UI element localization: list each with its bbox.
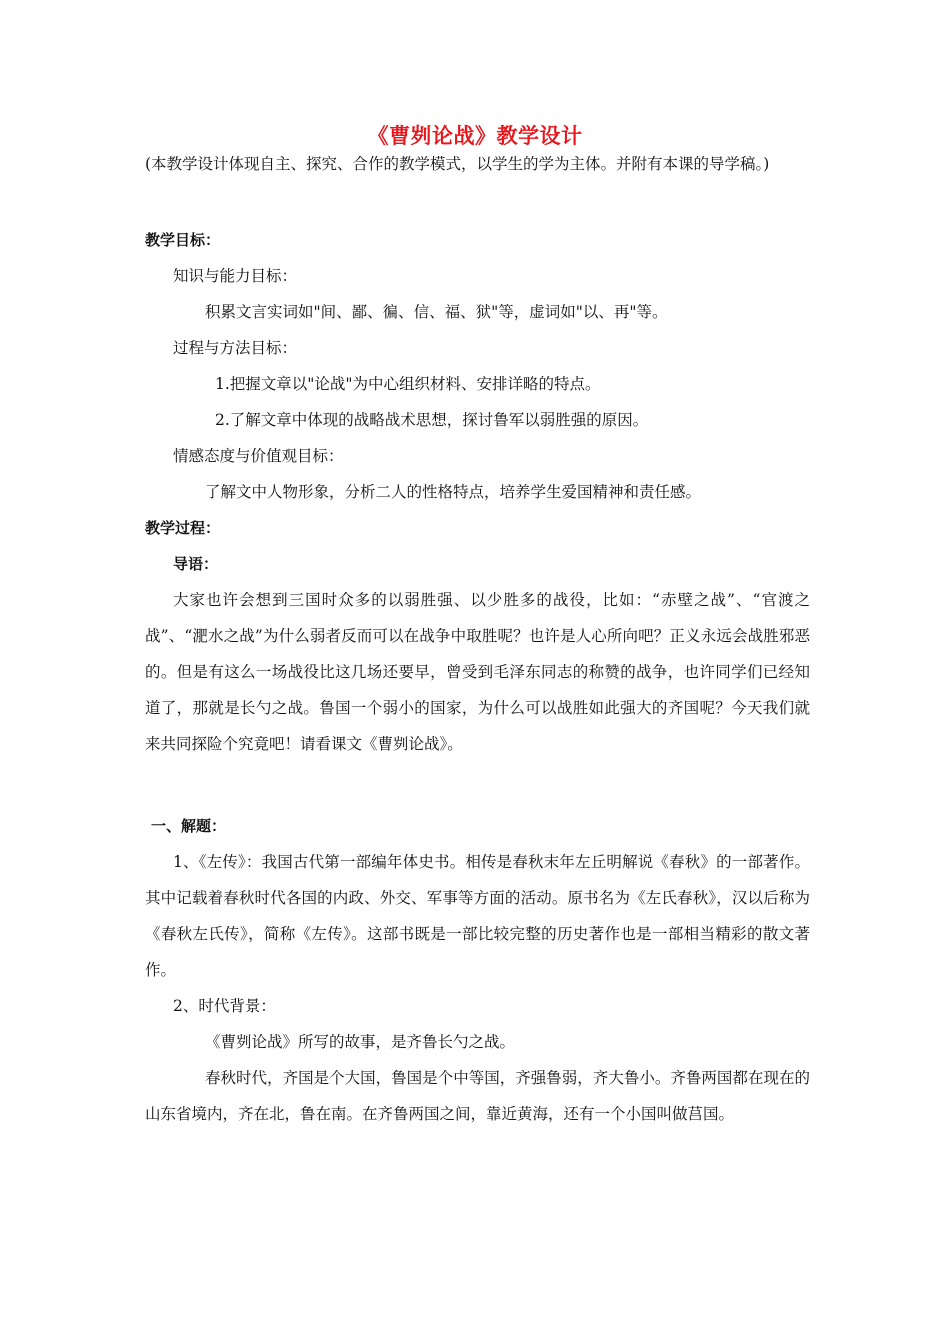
lead-in-text: 大家也许会想到三国时众多的以弱胜强、以少胜多的战役，比如：“赤壁之战”、“官渡之战”、“淝水之战”为什么弱者反而可以在战争中取胜呢？也许是人心所向吧？正义永远会战胜邪恶的。但是有这么一场战役比这几场还要早，曾受到毛泽东同志的称赞的战争，也许同学们已经知道了，那就是长勺之战。鲁国一个弱小的国家，为什么可以战胜如此强大的齐国呢？今天我们就来共同探险个究竟吧！请看课文《曹刿论战》。 [145, 591, 810, 753]
objectives-section [145, 222, 810, 762]
section-1 [145, 808, 810, 1132]
lead-in-label: 导语： [173, 555, 219, 573]
knowledge-label: 知识与能力目标： [173, 267, 298, 285]
process-label: 过程与方法目标： [173, 339, 298, 357]
process-item: 1.把握文章以"论战"为中心组织材料、安排详略的特点。 [215, 375, 601, 393]
objectives-heading: 教学目标： [145, 231, 221, 249]
section-1-item-2-paragraph: 春秋时代，齐国是个大国，鲁国是个中等国，齐强鲁弱，齐大鲁小。齐鲁两国都在现在的山东省境内，齐在北，鲁在南。在齐鲁两国之间，靠近黄海，还有一个小国叫做莒国。 [145, 1069, 810, 1123]
process-item: 2.了解文章中体现的战略战术思想，探讨鲁军以弱胜强的原因。 [215, 411, 649, 429]
section-1-item-2-label: 2、时代背景： [173, 997, 276, 1015]
intro-paragraph [145, 146, 810, 182]
knowledge-text: 积累文言实词如"间、鄙、徧、信、福、狱"等，虚词如"以、再"等。 [205, 303, 668, 321]
section-1-item-1: 1、《左传》：我国古代第一部编年体史书。相传是春秋末年左丘明解说《春秋》的一部著作。其中记载着春秋时代各国的内政、外交、军事等方面的活动。原书名为《左氏春秋》，汉以后称为《春秋左氏传》，简称《左传》。这部书既是一部比较完整的历史著作也是一部相当精彩的散文著作。 [145, 853, 810, 979]
document-title: 《曹刿论战》教学设计 [367, 124, 583, 148]
intro-text: (本教学设计体现自主、探究、合作的教学模式，以学生的学为主体。并附有本课的导学稿。) [145, 155, 770, 173]
section-1-item-2-line: 《曹刿论战》所写的故事，是齐鲁长勺之战。 [205, 1033, 516, 1051]
emotion-text: 了解文中人物形象，分析二人的性格特点，培养学生爱国精神和责任感。 [205, 483, 702, 501]
emotion-label: 情感态度与价值观目标： [173, 447, 344, 465]
process-heading: 教学过程： [145, 519, 221, 537]
section-1-heading: 一、解题： [151, 817, 227, 835]
